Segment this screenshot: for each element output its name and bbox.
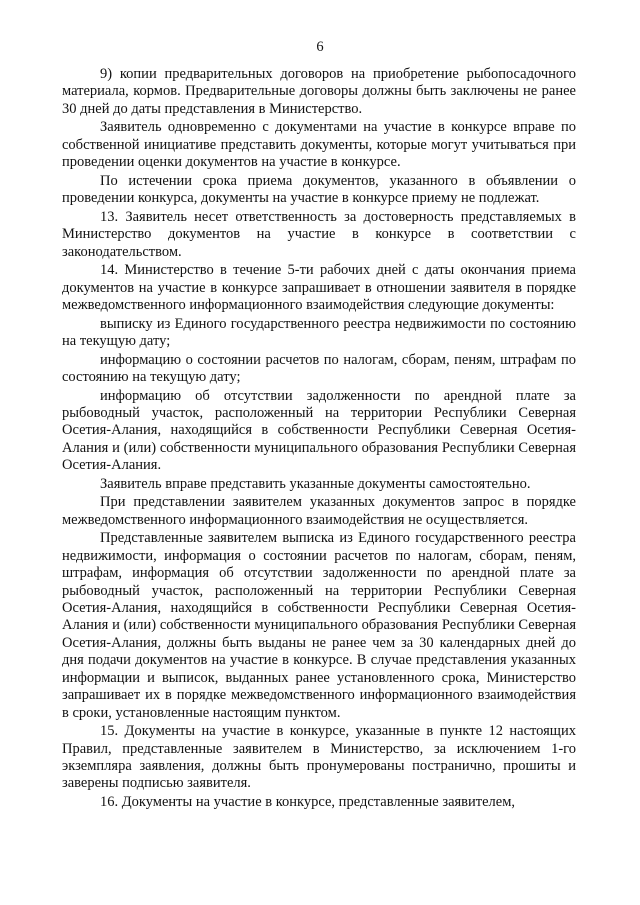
paragraph-15: 15. Документы на участие в конкурсе, указанные в пункте 12 настоящих Правил, представленные заявителем в Министерство, за исключением 1-го экземпляра заявления, должны быть пронумерованы постранично, прошиты и заверены подписью заявителя. [62,723,576,792]
paragraph-registry-extract: выписку из Единого государственного реестра недвижимости по состоянию на текущую дату; [62,315,576,350]
paragraph-13: 13. Заявитель несет ответственность за достоверность представляемых в Министерство документов на участие в конкурсе в соответствии с законодательством. [62,208,576,260]
document-body [62,66,576,811]
paragraph-self-submission: Заявитель вправе представить указанные документы самостоятельно. [100,475,531,492]
page-number: 6 [316,39,324,55]
paragraph-tax-info: информацию о состоянии расчетов по налогам, сборам, пеням, штрафам по состоянию на текущую дату; [62,351,576,386]
paragraph-validity: Представленные заявителем выписка из Единого государственного реестра недвижимости, информация о состоянии расчетов по налогам, сборам, пеням, штрафам, информация об отсутствии задолженности по арендной плате за рыбоводный участок, расположенный на территории Республики Северная Осетия-Алания, находящийся в собственности Республики Северная Осетия-Алания и (или) собственности муниципального образования Республики Северная Осетия-Алания, должны быть выданы не ранее чем за 30 календарных дней до дня подачи документов на участие в конкурсе. В случае представления указанных информации и выписок, выданных ранее установленного срока, Министерство запрашивает их в порядке межведомственного информационного взаимодействия в сроки, установленные настоящим пунктом. [62,530,576,721]
paragraph-optional-documents: Заявитель одновременно с документами на участие в конкурсе вправе по собственной инициативе представить документы, которые могут учитываться при проведении оценки документов на участие в конкурсе. [62,119,576,171]
paragraph-no-request: При представлении заявителем указанных документов запрос в порядке межведомственного информационного взаимодействия не осуществляется. [62,494,576,528]
paragraph-item-9: 9) копии предварительных договоров на приобретение рыбопосадочного материала, кормов. Предварительные договоры должны быть заключены не ранее 30 дней до даты представления в Министерство. [62,66,576,117]
paragraph-deadline: По истечении срока приема документов, указанного в объявлении о проведении конкурса, документы на участие в конкурсе приему не подлежат. [62,172,576,207]
paragraph-16: 16. Документы на участие в конкурсе, представленные заявителем, [100,793,516,810]
paragraph-rent-debt-info: информацию об отсутствии задолженности по арендной плате за рыбоводный участок, расположенный на территории Республики Северная Осетия-Алания, находящийся в собственности Республики Северная Осетия-Алания и (или) собственности муниципального образования Республики Северная Осетия-Алания. [62,387,576,474]
paragraph-14: 14. Министерство в течение 5-ти рабочих дней с даты окончания приема документов на участие в конкурсе запрашивает в отношении заявителя в порядке межведомственного информационного взаимодействия следующие документы: [62,262,576,314]
